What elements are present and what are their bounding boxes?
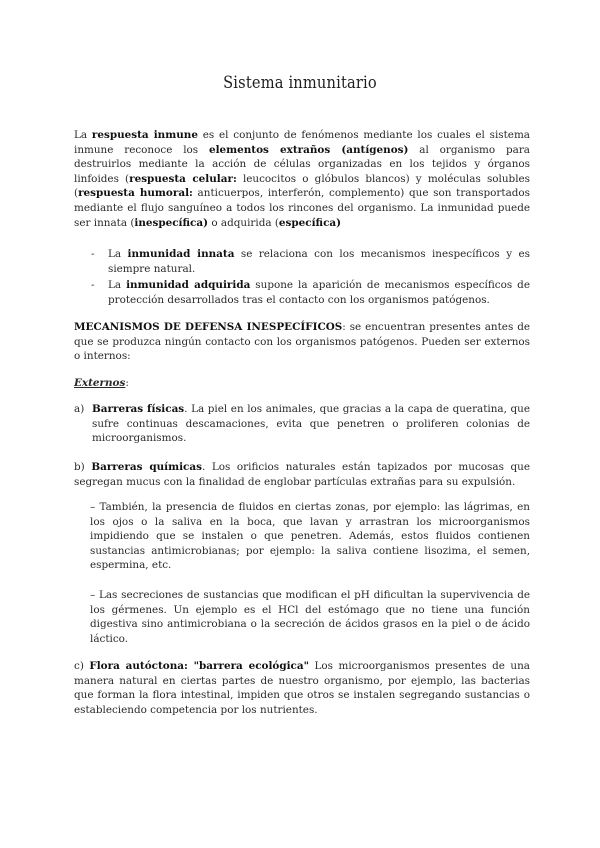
term-flora-autoctona: Flora autóctona: "barrera ecológica" <box>89 660 310 672</box>
externos-heading <box>74 376 530 391</box>
item-label: a) <box>74 403 85 415</box>
externos-colon: : <box>125 377 129 389</box>
term-inmunidad-innata: inmunidad innata <box>127 248 235 260</box>
item-text: . Los orificios naturales están tapizados por mucosas que segregan mucus con la finalidad de englobar partículas extrañas para su expulsión. <box>74 461 530 488</box>
bullet-dash: - <box>91 248 95 260</box>
ph-paragraph: – Las secreciones de sustancias que modifican el pH dificultan la supervivencia de los gérmenes. Un ejemplo es el HCl del estómago que no tiene una función digestiva sino antimicrobiana o la secreción de ácidos grasos en la piel o de ácido láctico. <box>90 589 530 645</box>
bullet-text: supone la aparición de mecanismos específicos de protección desarrollados tras el contacto con los organismos patógenos. <box>108 279 530 306</box>
intro-text: La <box>74 129 92 141</box>
term-especifica: específica) <box>278 216 342 229</box>
term-barreras-quimicas: Barreras químicas <box>91 461 202 473</box>
intro-text: es el conjunto de fenómenos mediante los cuales el sistema inmune reconoce los <box>74 129 530 156</box>
term-respuesta-inmune: respuesta inmune <box>91 129 198 141</box>
intro-text: leucocitos o glóbulos blancos) y moléculas solubles ( <box>74 172 530 200</box>
intro-text: anticuerpos, interferón, complemento) que son transportados mediante el flujo sanguíneo a todos los rincones del organismo. La inmunidad puede ser innata ( <box>74 187 530 229</box>
intro-text: al organismo para destruirlos mediante la acción de células organizadas en los tejidos y órganos linfoides ( <box>74 143 530 185</box>
fluidos-paragraph: – También, la presencia de fluidos en ciertas zonas, por ejemplo: las lágrimas, en los ojos o la saliva en la boca, que lavan y arrastran los microorganismos impidiendo que se instalen o que penetren. Además, estos fluidos contienen sustancias antimicrobianas; por ejemplo: la saliva contiene lisozima, el semen, espermina, etc. <box>90 501 530 572</box>
item-text: . La piel en los animales, que gracias a la capa de queratina, que sufre continuas descamaciones, evita que penetren o proliferen colonias de microorganismos. <box>92 403 530 445</box>
item-label: b) <box>74 461 85 473</box>
item-b <box>74 460 530 489</box>
term-respuesta-celular: respuesta celular: <box>129 172 237 185</box>
bullet-item <box>91 247 530 276</box>
item-c <box>74 659 530 717</box>
term-barreras-fisicas: Barreras físicas <box>92 403 185 415</box>
page-title: Sistema inmunitario <box>223 73 377 93</box>
bullet-dash: - <box>91 279 95 291</box>
term-respuesta-humoral: respuesta humoral: <box>78 187 193 200</box>
mecanismos-paragraph <box>74 320 530 364</box>
externos-label: Externos <box>74 377 126 389</box>
section-heading-mecanismos: MECANISMOS DE DEFENSA INESPECÍFICOS <box>74 321 343 333</box>
term-inespecifica: inespecífica) <box>134 216 209 229</box>
item-text: Los microorganismos presentes de una manera natural en ciertas partes de nuestro organismo, por ejemplo, las bacterias que forman la flora intestinal, impiden que otros se instalen segregando sustancias o estableciendo competencia por los nutrientes. <box>74 660 530 716</box>
intro-text: o adquirida ( <box>208 216 279 229</box>
bullet-item <box>91 278 530 307</box>
term-elementos-extranos: elementos extraños (antígenos) <box>208 143 409 156</box>
bullet-text: La <box>108 279 127 291</box>
mecanismos-text: : se encuentran presentes antes de que se produzca ningún contacto con los organismos patógenos. Pueden ser externos o internos: <box>74 321 530 363</box>
item-label: c) <box>74 660 84 672</box>
bullet-text: se relaciona con los mecanismos inespecíficos y es siempre natural. <box>108 248 531 275</box>
item-a <box>74 402 530 446</box>
bullet-text: La <box>108 248 128 260</box>
term-inmunidad-adquirida: inmunidad adquirida <box>126 279 251 291</box>
intro-paragraph <box>74 128 530 230</box>
